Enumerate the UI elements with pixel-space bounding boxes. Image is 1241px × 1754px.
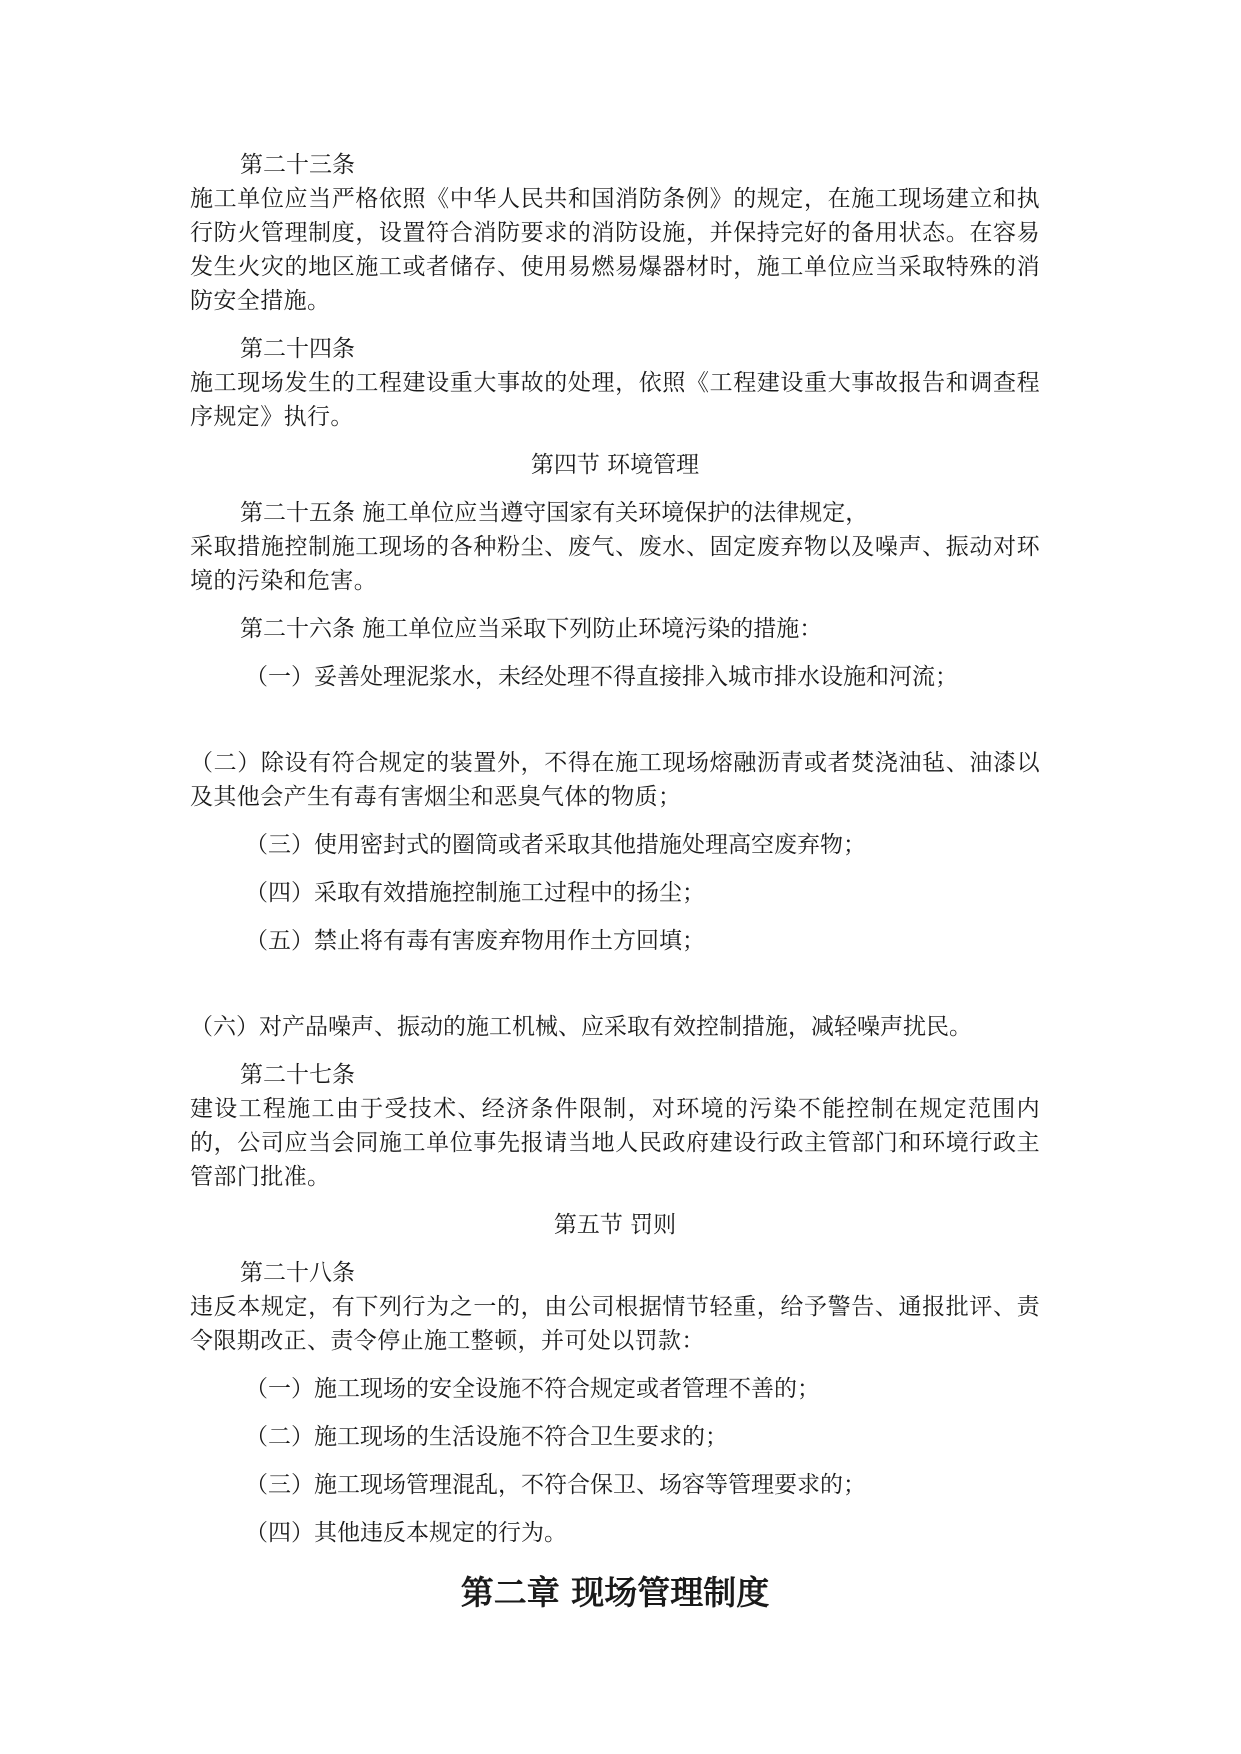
article-heading: 第二十六条 施工单位应当采取下列防止环境污染的措施： (240, 616, 823, 642)
article-heading: 第二十四条 (240, 336, 355, 362)
article-body: 违反本规定，有下列行为之一的，由公司根据情节轻重，给予警告、通报批评、责令限期改正、责令停止施工整顿，并可处以罚款： (190, 1294, 1040, 1354)
article-heading: 第二十三条 (240, 152, 355, 178)
list-item: （四）采取有效措施控制施工过程中的扬尘； (245, 880, 705, 906)
article-body: 施工现场发生的工程建设重大事故的处理，依照《工程建设重大事故报告和调查程序规定》执行。 (190, 370, 1040, 430)
list-item: （三）使用密封式的圈筒或者采取其他措施处理高空废弃物； (245, 832, 866, 858)
list-item: （一）施工现场的安全设施不符合规定或者管理不善的； (245, 1376, 820, 1402)
section-title: 第五节 罚则 (553, 1212, 677, 1238)
list-item: （二）施工现场的生活设施不符合卫生要求的； (245, 1424, 728, 1450)
list-item: （一）妥善处理泥浆水，未经处理不得直接排入城市排水设施和河流； (245, 664, 958, 690)
article-body: 采取措施控制施工现场的各种粉尘、废气、废水、固定废弃物以及噪声、振动对环境的污染和危害。 (190, 534, 1040, 594)
list-item: （四）其他违反本规定的行为。 (245, 1520, 567, 1546)
document-page (190, 148, 1040, 1618)
section-title: 第四节 环境管理 (530, 452, 700, 478)
list-item: （五）禁止将有毒有害废弃物用作土方回填； (245, 928, 705, 954)
chapter-title: 第二章 现场管理制度 (460, 1573, 770, 1612)
list-item: （二）除设有符合规定的装置外，不得在施工现场熔融沥青或者焚浇油毡、油漆以及其他会产生有毒有害烟尘和恶臭气体的物质； (190, 750, 1040, 810)
article-body: 建设工程施工由于受技术、经济条件限制，对环境的污染不能控制在规定范围内的，公司应当会同施工单位事先报请当地人民政府建设行政主管部门和环境行政主管部门批准。 (190, 1096, 1040, 1190)
list-item: （六）对产品噪声、振动的施工机械、应采取有效控制措施，减轻噪声扰民。 (190, 1014, 972, 1040)
list-item: （三）施工现场管理混乱，不符合保卫、场容等管理要求的； (245, 1472, 866, 1498)
article-body: 施工单位应当严格依照《中华人民共和国消防条例》的规定，在施工现场建立和执行防火管理制度，设置符合消防要求的消防设施，并保持完好的备用状态。在容易发生火灾的地区施工或者储存、使用易燃易爆器材时，施工单位应当采取特殊的消防安全措施。 (190, 186, 1040, 314)
article-heading: 第二十八条 (240, 1260, 355, 1286)
article-heading: 第二十五条 施工单位应当遵守国家有关环境保护的法律规定， (240, 500, 869, 526)
article-heading: 第二十七条 (240, 1062, 355, 1088)
